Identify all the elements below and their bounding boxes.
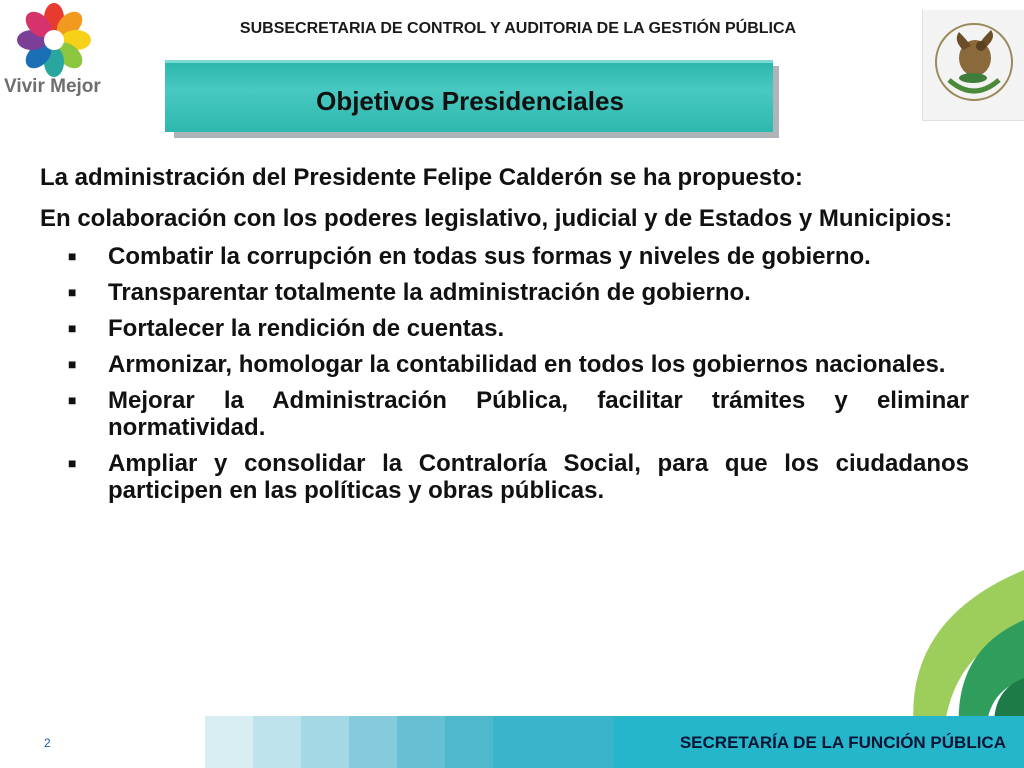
coat-of-arms-icon — [923, 10, 1024, 120]
collaboration-paragraph: En colaboración con los poderes legislativo, judicial y de Estados y Municipios: — [40, 205, 953, 232]
list-item-text: Ampliar y consolidar la Contraloría Social, para que los ciudadanos participen en las políticas y obras públicas. — [108, 450, 969, 504]
list-item-text: Armonizar, homologar la contabilidad en todos los gobiernos nacionales. — [108, 351, 946, 378]
objectives-list — [40, 243, 969, 504]
list-item-text: Fortalecer la rendición de cuentas. — [108, 315, 505, 342]
list-item — [40, 351, 969, 378]
list-item-text: Combatir la corrupción en todas sus formas y niveles de gobierno. — [108, 243, 871, 270]
footer-stripe — [397, 716, 445, 768]
logo-text: Vivir Mejor — [4, 76, 101, 97]
list-item — [40, 243, 969, 270]
footer-stripe — [253, 716, 301, 768]
list-item — [40, 387, 969, 441]
list-item — [40, 315, 969, 342]
footer-stripe — [493, 716, 614, 768]
list-item-text: Transparentar totalmente la administración de gobierno. — [108, 279, 751, 306]
bullet-square-icon: ■ — [68, 356, 77, 372]
page-number: 2 — [44, 736, 51, 750]
slide-title: Objetivos Presidenciales — [316, 86, 624, 116]
bullet-square-icon: ■ — [68, 284, 77, 300]
header-title: SUBSECRETARIA DE CONTROL Y AUDITORIA DE LA GESTIÓN PÚBLICA — [239, 20, 797, 37]
footer-stripe — [205, 716, 253, 768]
vivir-mejor-logo — [0, 0, 116, 104]
bullet-square-icon: ■ — [68, 320, 77, 336]
intro-paragraph: La administración del Presidente Felipe Calderón se ha propuesto: — [40, 164, 803, 191]
decorative-leaves-icon — [874, 560, 1024, 730]
list-item — [40, 450, 969, 504]
bullet-square-icon: ■ — [68, 248, 77, 264]
bullet-square-icon: ■ — [68, 392, 77, 408]
list-item-text: Mejorar la Administración Pública, facilitar trámites y eliminar normatividad. — [108, 387, 969, 441]
list-item — [40, 279, 969, 306]
slide-content — [40, 163, 969, 513]
bullet-square-icon: ■ — [68, 455, 77, 471]
footer-agency-name: SECRETARÍA DE LA FUNCIÓN PÚBLICA — [679, 733, 1006, 752]
footer-stripe — [445, 716, 493, 768]
national-seal — [922, 10, 1024, 121]
footer-stripe — [301, 716, 349, 768]
flower-logo-icon — [16, 2, 92, 78]
footer-stripe — [349, 716, 397, 768]
